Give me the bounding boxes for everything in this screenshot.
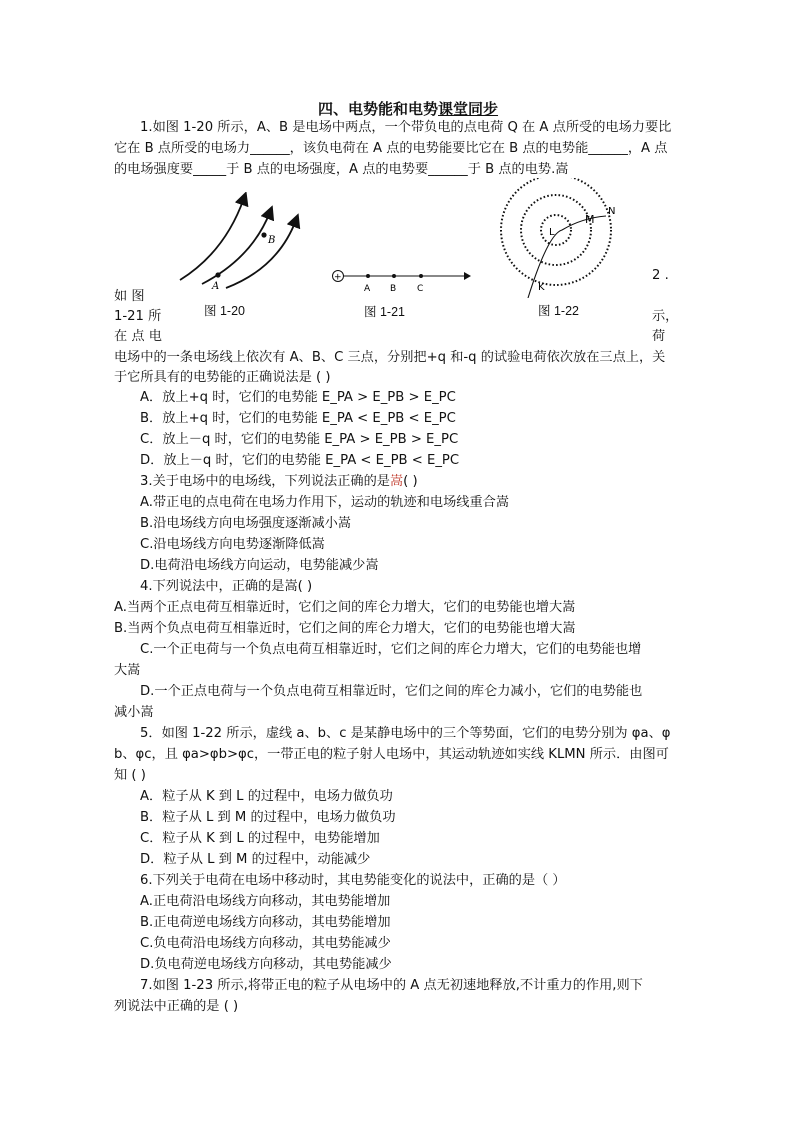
fig22-label-l: L [549, 227, 555, 238]
figure-1-21-field-line [328, 264, 473, 294]
q2-number: 2 . [652, 268, 669, 283]
fig21-label-c: C [417, 284, 424, 294]
fig21-label-b: B [390, 284, 397, 294]
q5-line-2: b、φc，且 φa>φb>φc，一带正电的粒子射人电场中，其运动轨迹如实线 KLMN 所示．由图可 [114, 747, 669, 762]
q3-option-b: B.沿电场线方向电场强度逐渐减小嵩 [140, 516, 352, 531]
q3-option-d: D.电荷沿电场线方向运动，电势能减少嵩 [140, 558, 379, 573]
q1-line-2: 它在 B 点所受的电场力______，该负电荷在 A 点的电势能要比它在 B 点的电势能______，A 点 [114, 141, 668, 156]
q5-option-b: B．粒子从 L 到 M 的过程中，电场力做负功 [140, 810, 396, 825]
q2-option-d: D．放上－q 时，它们的电势能 E_PA < E_PB < E_PC [140, 453, 460, 468]
q2-left-1: 如 图 [114, 289, 145, 304]
figure-1-20-field-lines [170, 192, 320, 292]
q3-stem: 3.关于电场中的电场线，下列说法正确的是嵩( ) [140, 474, 418, 489]
q5-option-d: D．粒子从 L 到 M 的过程中，动能减少 [140, 852, 371, 867]
q2-option-b: B．放上+q 时，它们的电势能 E_PA < E_PB < E_PC [140, 411, 456, 426]
q4-option-c: C.一个正电荷与一个负点电荷互相靠近时，它们之间的库仑力增大，它们的电势能也增 [140, 642, 642, 657]
q4-stem: 4.下列说法中，正确的是嵩( ) [140, 579, 313, 594]
q5-option-a: A．粒子从 K 到 L 的过程中，电场力做负功 [140, 789, 393, 804]
q6-option-c: C.负电荷沿电场线方向移动，其电势能减少 [140, 936, 391, 951]
fig20-label-a: A [212, 281, 220, 292]
q1-line-3: 的电场强度要_____于 B 点的电场强度，A 点的电势要______于 B 点的电势.嵩 [114, 162, 569, 177]
q2-right-1: 示， [652, 309, 679, 324]
q2-left-2: 1-21 所 [114, 309, 162, 324]
q5-option-c: C．粒子从 K 到 L 的过程中，电势能增加 [140, 831, 380, 846]
q3-option-c: C.沿电场线方向电势逐渐降低嵩 [140, 537, 325, 552]
q7-line-1: 7.如图 1-23 所示,将带正电的粒子从电场中的 A 点无初速地释放,不计重力的作用,则下 [140, 978, 643, 993]
fig21-label-a: A [364, 284, 371, 294]
q6-option-b: B.正电荷逆电场线方向移动，其电势能增加 [140, 915, 391, 930]
q4-option-d: D.一个正点电荷与一个负点电荷互相靠近时，它们之间的库仑力减小，它们的电势能也 [140, 684, 643, 699]
q4-option-b: B.当两个负点电荷互相靠近时，它们之间的库仑力增大，它们的电势能也增大嵩 [114, 621, 576, 636]
q6-option-a: A.正电荷沿电场线方向移动，其电势能增加 [140, 894, 391, 909]
q1-line-1: 1.如图 1-20 所示，A、B 是电场中两点，一个带负电的点电荷 Q 在 A 点所受的电场力要比 [140, 120, 672, 135]
fig22-label-k: K [538, 282, 545, 293]
q2-left-3: 在 点 电 [114, 329, 162, 344]
fig22-label-m: M [585, 213, 595, 226]
q6-stem: 6.下列关于电荷在电场中移动时，其电势能变化的说法中，正确的是（ ） [140, 873, 566, 888]
q4-option-a: A.当两个正点电荷互相靠近时，它们之间的库仑力增大，它们的电势能也增大嵩 [114, 600, 576, 615]
q2-stem-2: 于它所具有的电势能的正确说法是 ( ) [114, 370, 331, 385]
figure-1-22-equipotentials [498, 178, 623, 298]
figure-1-21-caption: 图 1-21 [364, 305, 405, 319]
q4-option-d-cont: 减小嵩 [114, 705, 154, 720]
q5-line-3: 知 ( ) [114, 768, 146, 783]
q5-line-1: 5．如图 1-22 所示，虚线 a、b、c 是某静电场中的三个等势面，它们的电势分别为 φa、φ [140, 726, 671, 741]
fig22-label-n: N [608, 206, 616, 217]
q2-right-2: 荷 [652, 329, 666, 344]
q2-option-c: C．放上－q 时，它们的电势能 E_PA > E_PB > E_PC [140, 432, 459, 447]
q7-line-2: 列说法中正确的是 ( ) [114, 999, 239, 1014]
q3-option-a: A.带正电的点电荷在电场力作用下，运动的轨迹和电场线重合嵩 [140, 495, 510, 510]
fig21-label-plus: + [334, 272, 342, 283]
figure-1-22-caption: 图 1-22 [538, 304, 579, 318]
fig20-label-b: B [268, 235, 276, 246]
q4-option-c-cont: 大嵩 [114, 663, 141, 678]
q2-stem: 电场中的一条电场线上依次有 A、B、C 三点，分别把+q 和-q 的试验电荷依次放在三点上，关 [114, 350, 666, 365]
q2-option-a: A．放上+q 时，它们的电势能 E_PA > E_PB > E_PC [140, 390, 456, 405]
q6-option-d: D.负电荷逆电场线方向移动，其电势能减少 [140, 957, 392, 972]
figure-1-20-caption: 图 1-20 [204, 304, 245, 318]
page-title: 四、电势能和电势课堂同步 [318, 100, 499, 118]
